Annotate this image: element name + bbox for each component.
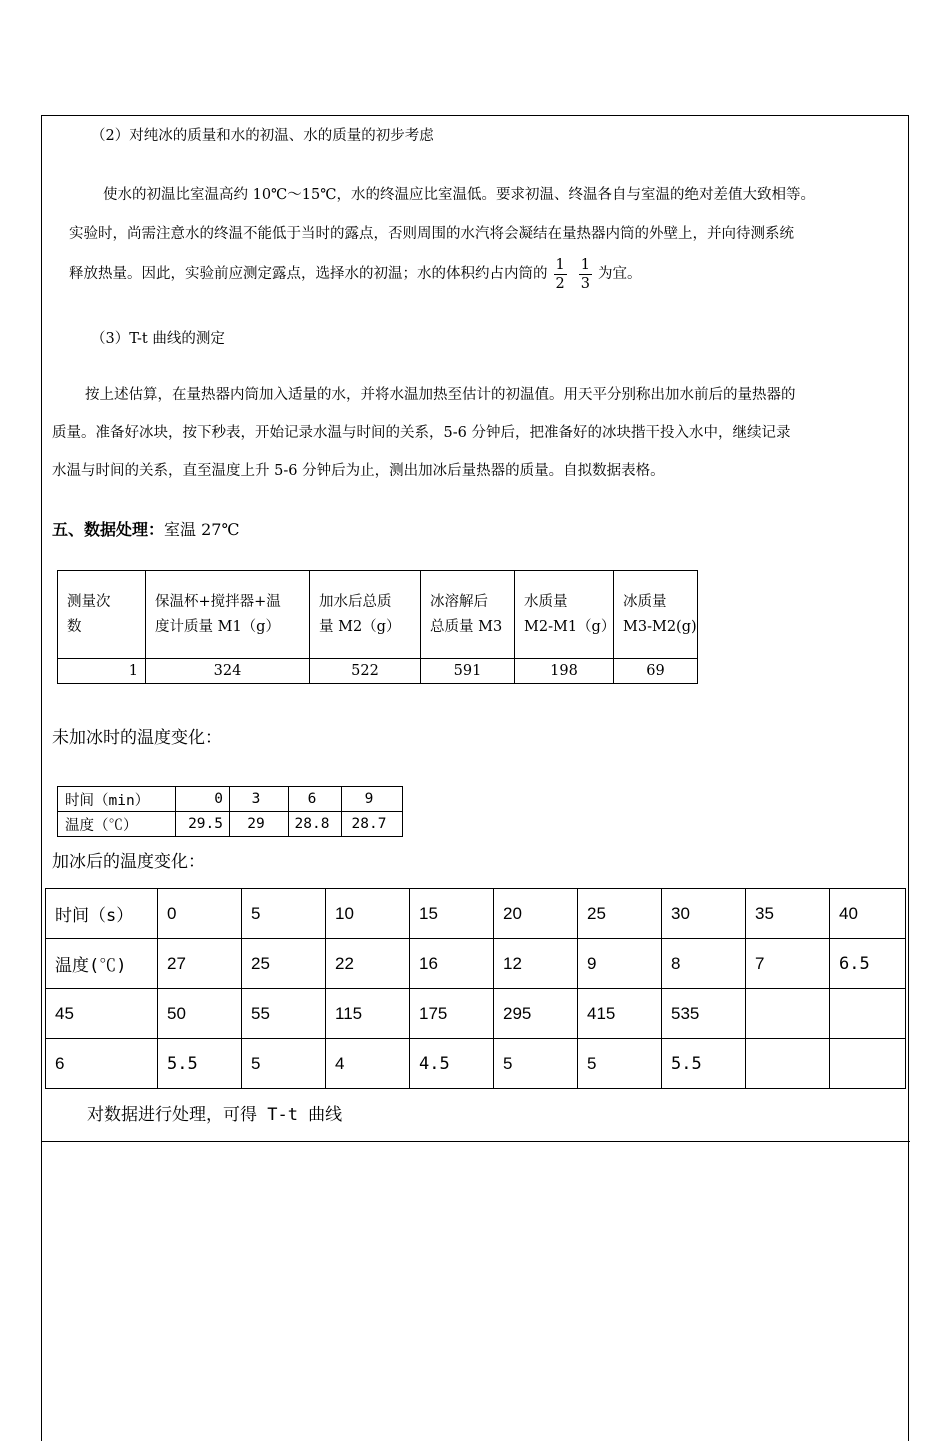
post-ice-cell: 6 — [46, 1039, 158, 1089]
post-ice-cell: 5 — [242, 889, 326, 939]
section-5-heading: 五、数据处理：室温 27℃ — [52, 520, 240, 539]
pre-ice-temp-cell: 29 — [230, 812, 289, 837]
mass-cell: 591 — [421, 659, 515, 684]
post-ice-cell: 20 — [494, 889, 578, 939]
post-ice-cell: 115 — [326, 989, 410, 1039]
post-ice-row — [46, 989, 906, 1039]
post-ice-cell: 35 — [746, 889, 830, 939]
post-ice-cell: 8 — [662, 939, 746, 989]
post-ice-cell: 6.5 — [830, 939, 906, 989]
section-2-line1: 使水的初温比室温高约 10℃～15℃，水的终温应比室温低。要求初温、终温各自与室温的绝对差值大致相等。 — [103, 187, 815, 203]
section-3-line2: 质量。准备好冰块，按下秒表，开始记录水温与时间的关系，5-6 分钟后，把准备好的冰块揩干投入水中，继续记录 — [52, 425, 791, 441]
post-ice-cell: 5 — [494, 1039, 578, 1089]
section-3-title: （3）T-t 曲线的测定 — [91, 331, 225, 347]
pre-ice-time-cell: 3 — [230, 787, 289, 812]
post-ice-cell: 15 — [410, 889, 494, 939]
page-frame — [41, 115, 909, 1441]
frame-bottom-rule — [41, 1141, 910, 1142]
post-ice-cell: 415 — [578, 989, 662, 1039]
pre-ice-temp-row — [58, 812, 403, 837]
pre-ice-title: 未加冰时的温度变化： — [52, 728, 222, 748]
post-ice-cell: 30 — [662, 889, 746, 939]
post-ice-cell — [830, 1039, 906, 1089]
section-3-line1: 按上述估算，在量热器内筒加入适量的水，并将水温加热至估计的初温值。用天平分别称出加水前后的量热器的 — [85, 387, 796, 403]
post-ice-cell: 16 — [410, 939, 494, 989]
post-ice-cell: 4.5 — [410, 1039, 494, 1089]
post-ice-cell: 7 — [746, 939, 830, 989]
post-ice-cell: 5.5 — [158, 1039, 242, 1089]
post-ice-cell: 50 — [158, 989, 242, 1039]
post-ice-title: 加冰后的温度变化： — [52, 852, 205, 872]
section-2-line2: 实验时，尚需注意水的终温不能低于当时的露点，否则周围的水汽将会凝结在量热器内筒的外壁上，并向待测系统 — [69, 226, 794, 242]
post-ice-cell: 535 — [662, 989, 746, 1039]
post-ice-cell: 25 — [578, 889, 662, 939]
mass-header-cell: 测量次 数 — [58, 571, 146, 659]
mass-cell: 522 — [310, 659, 421, 684]
post-ice-cell: 5.5 — [662, 1039, 746, 1089]
line3-prefix: 释放热量。因此，实验前应测定露点，选择水的初温；水的体积约占内筒的 — [69, 266, 548, 282]
pre-ice-time-cell: 0 — [176, 787, 230, 812]
post-ice-cell: 9 — [578, 939, 662, 989]
line3-suffix: 为宜。 — [597, 266, 642, 282]
mass-cell: 69 — [614, 659, 698, 684]
pre-ice-time-cell: 6 — [289, 787, 342, 812]
conclusion-text: 对数据进行处理，可得 T-t 曲线 — [87, 1105, 343, 1125]
section-3-line3: 水温与时间的关系，直至温度上升 5-6 分钟后为止，测出加冰后量热器的质量。自拟数据表格。 — [52, 463, 665, 479]
mass-table-header-row — [58, 571, 698, 659]
section-2-line3 — [69, 252, 641, 296]
post-ice-cell: 22 — [326, 939, 410, 989]
post-ice-cell: 295 — [494, 989, 578, 1039]
pre-ice-time-cell: 9 — [342, 787, 403, 812]
post-ice-row — [46, 889, 906, 939]
post-ice-cell — [746, 1039, 830, 1089]
post-ice-row — [46, 1039, 906, 1089]
post-ice-cell: 10 — [326, 889, 410, 939]
post-ice-cell: 40 — [830, 889, 906, 939]
post-ice-cell — [830, 989, 906, 1039]
post-ice-cell — [746, 989, 830, 1039]
post-ice-cell: 0 — [158, 889, 242, 939]
post-ice-cell: 55 — [242, 989, 326, 1039]
fraction-third: $\frac{1}{3}$ — [580, 256, 590, 292]
post-ice-cell: 25 — [242, 939, 326, 989]
post-ice-cell: 4 — [326, 1039, 410, 1089]
post-ice-cell: 温度(℃) — [46, 939, 158, 989]
pre-ice-temp-cell: 28.8 — [289, 812, 342, 837]
post-ice-cell: 12 — [494, 939, 578, 989]
post-ice-cell: 5 — [242, 1039, 326, 1089]
fraction-half: $\frac{1}{2}$ — [555, 256, 565, 292]
section-2-title: （2）对纯冰的质量和水的初温、水的质量的初步考虑 — [91, 128, 434, 144]
mass-cell: 198 — [515, 659, 614, 684]
post-ice-cell: 27 — [158, 939, 242, 989]
mass-table-row — [58, 659, 698, 684]
mass-header-cell: 保温杯+搅拌器+温 度计质量 M1（g） — [146, 571, 310, 659]
pre-ice-time-label: 时间（min） — [58, 787, 176, 812]
pre-ice-temp-label: 温度（℃） — [58, 812, 176, 837]
mass-cell: 324 — [146, 659, 310, 684]
post-ice-cell: 175 — [410, 989, 494, 1039]
pre-ice-table — [57, 786, 403, 837]
post-ice-row — [46, 939, 906, 989]
post-ice-table — [45, 888, 906, 1089]
pre-ice-temp-cell: 28.7 — [342, 812, 403, 837]
mass-cell: 1 — [58, 659, 146, 684]
mass-table — [57, 570, 698, 684]
mass-header-cell: 水质量 M2-M1（g） — [515, 571, 614, 659]
pre-ice-temp-cell: 29.5 — [176, 812, 230, 837]
pre-ice-time-row — [58, 787, 403, 812]
mass-header-cell: 冰质量 M3-M2(g) — [614, 571, 698, 659]
mass-header-cell: 加水后总质 量 M2（g） — [310, 571, 421, 659]
post-ice-cell: 5 — [578, 1039, 662, 1089]
post-ice-cell: 45 — [46, 989, 158, 1039]
post-ice-cell: 时间（s） — [46, 889, 158, 939]
mass-header-cell: 冰溶解后 总质量 M3 — [421, 571, 515, 659]
